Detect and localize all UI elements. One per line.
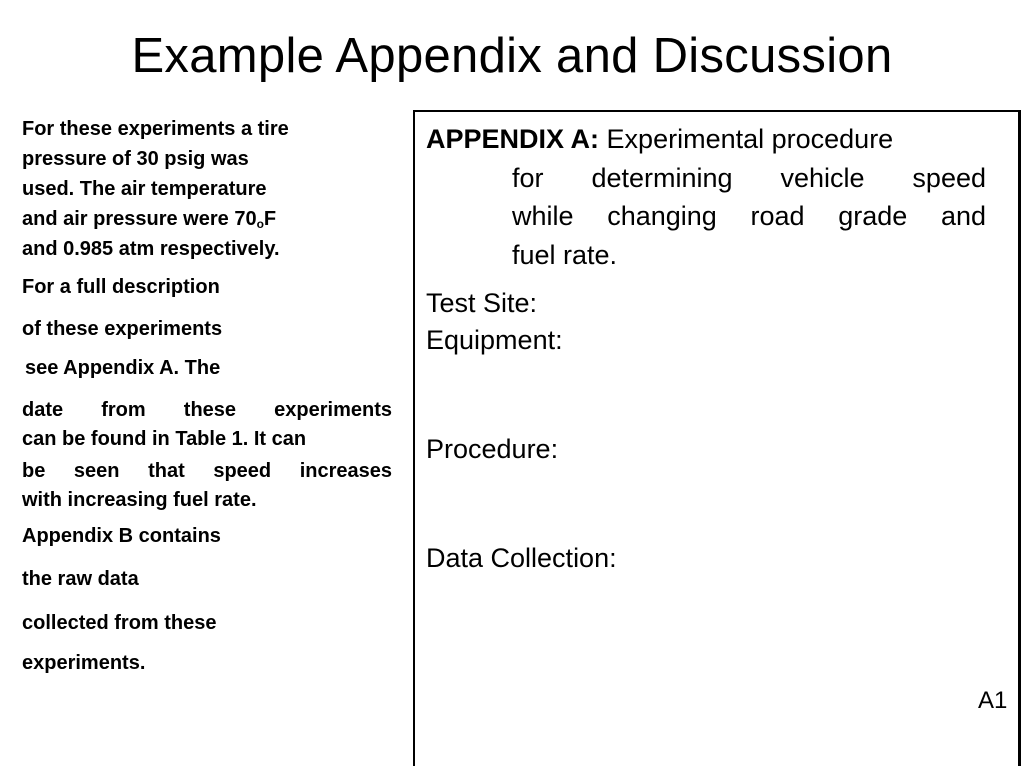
appendix-heading-text: fuel rate. <box>512 239 618 270</box>
appendix-heading-text: for determining vehicle speed <box>512 162 986 193</box>
discussion-line: pressure of 30 psig was <box>22 148 249 170</box>
appendix-heading-text: Experimental procedure <box>606 124 894 154</box>
equipment-label: Equipment: <box>426 325 563 355</box>
degree-symbol: o <box>256 217 264 231</box>
data-collection-label: Data Collection: <box>426 543 617 573</box>
discussion-line: can be found in Table 1. It can <box>22 428 307 450</box>
discussion-temp-prefix: and air pressure were 70 <box>22 208 257 230</box>
discussion-line: experiments. <box>22 652 146 674</box>
discussion-line: the raw data <box>22 568 139 590</box>
slide-title: Example Appendix and Discussion <box>131 29 893 83</box>
discussion-line: date from these experiments <box>22 399 392 421</box>
appendix-heading-first-line <box>426 120 986 159</box>
appendix-heading-text: while changing road grade and <box>512 201 986 231</box>
discussion-line: collected from these <box>22 612 217 634</box>
discussion-line: with increasing fuel rate. <box>22 489 257 511</box>
appendix-heading <box>426 120 986 274</box>
discussion-line: and 0.985 atm respectively. <box>22 238 280 260</box>
test-site-label: Test Site: <box>426 288 538 318</box>
discussion-line: For a full description <box>22 276 220 298</box>
discussion-line: used. The air temperature <box>22 178 267 200</box>
appendix-label: APPENDIX A: <box>426 124 600 154</box>
page-number: A1 <box>978 687 1008 714</box>
discussion-line: of these experiments <box>22 318 223 340</box>
discussion-temp-unit: F <box>263 208 277 230</box>
discussion-line: be seen that speed increases <box>22 460 392 482</box>
discussion-line: Appendix B contains <box>22 525 221 547</box>
discussion-line: For these experiments a tire <box>22 118 289 140</box>
procedure-label: Procedure: <box>426 434 559 464</box>
discussion-line: see Appendix A. The <box>25 357 221 379</box>
